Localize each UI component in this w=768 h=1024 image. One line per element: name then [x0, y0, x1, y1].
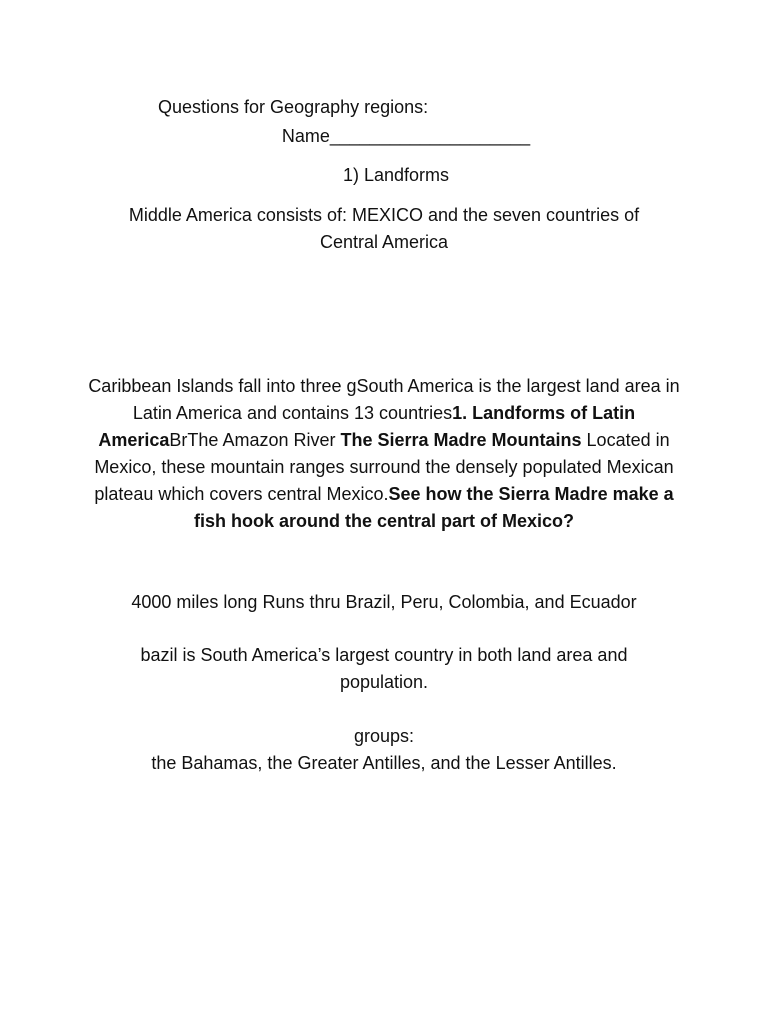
caribbean-text-1: Caribbean Islands fall into three gSouth America is the largest land area in Latin America and contains 13 countries — [88, 376, 680, 423]
amazon-facts: 4000 miles long Runs thru Brazil, Peru, Colombia, and Ecuador — [131, 592, 637, 612]
brazil-fact: bazil is South America’s largest country in both land area and population. — [140, 645, 628, 692]
groups-label: groups: — [353, 726, 415, 746]
caribbean-text-3: Located in Mexico, these mountain ranges surround the densely populated Mexican plateau which covers central Mexico. — [94, 430, 674, 504]
landforms-bold-heading: 1. Landforms of Latin America — [98, 403, 636, 450]
name-label: Name____________________ — [281, 126, 531, 146]
groups-paragraph — [0, 723, 768, 777]
caribbean-paragraph — [88, 373, 680, 535]
groups-list: the Bahamas, the Greater Antilles, and the Lesser Antilles. — [151, 753, 617, 773]
worksheet-title: Questions for Geography regions: — [158, 97, 429, 117]
middle-america-paragraph: Middle America consists of: MEXICO and the seven countries of Central America — [128, 205, 640, 252]
caribbean-text-2: BrThe Amazon River — [169, 430, 341, 450]
sierra-madre-bold-heading: The Sierra Madre Mountains — [340, 430, 582, 450]
section-heading: 1) Landforms — [342, 165, 450, 185]
name-line — [0, 123, 768, 150]
fish-hook-bold-question: See how the Sierra Madre make a fish hook around the central part of Mexico? — [193, 484, 674, 531]
